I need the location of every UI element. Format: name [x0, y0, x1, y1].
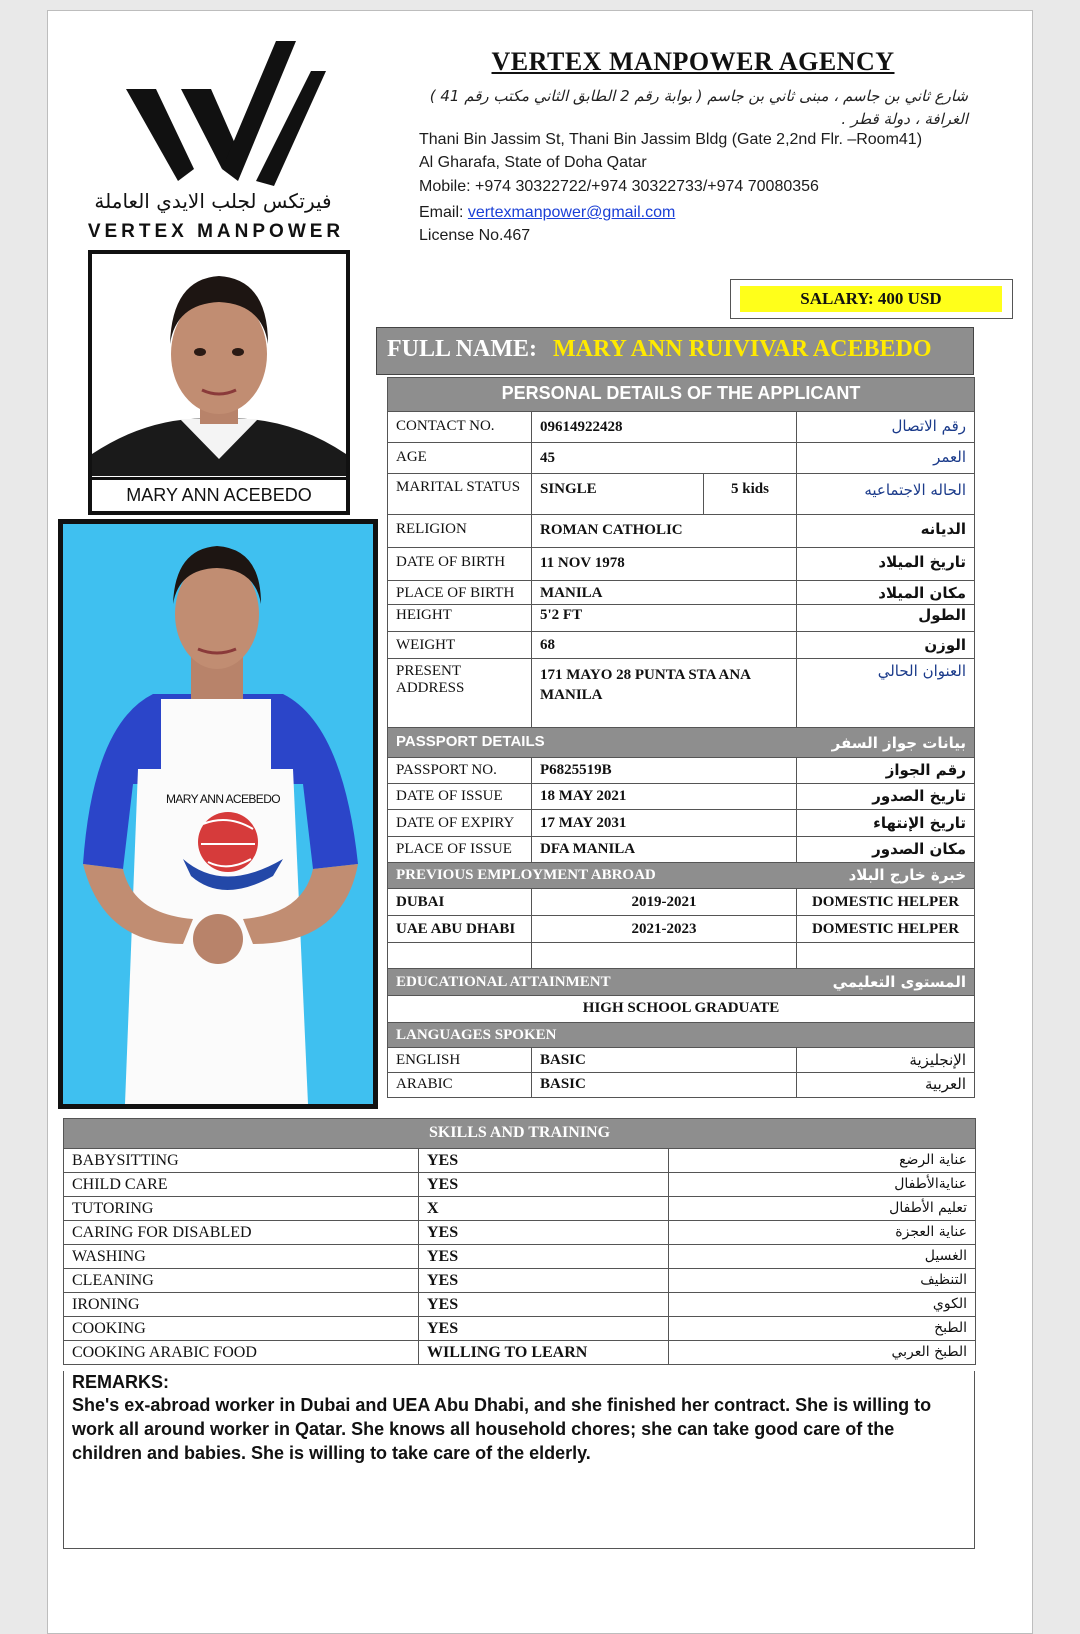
- table-row: [64, 1341, 976, 1365]
- table-row: [388, 581, 975, 605]
- skill-label: CARING FOR DISABLED: [64, 1221, 419, 1245]
- skill-label: COOKING: [64, 1317, 419, 1341]
- row-label: PLACE OF BIRTH: [388, 581, 532, 605]
- skill-value: YES: [419, 1245, 669, 1269]
- table-row: [64, 1245, 976, 1269]
- table-row: [388, 632, 975, 659]
- row-label-arabic: تاريخ الصدور: [797, 784, 975, 810]
- table-row: [388, 412, 975, 443]
- skill-value: YES: [419, 1173, 669, 1197]
- kids-value: 5 kids: [704, 474, 797, 515]
- mobile-numbers: Mobile: +974 30322722/+974 30322733/+974 70080356: [419, 178, 819, 195]
- age-value: 45: [532, 443, 797, 474]
- portrait-illustration: [92, 254, 346, 476]
- table-row: [388, 758, 975, 784]
- employment-country: DUBAI: [388, 889, 532, 916]
- email-line: [419, 204, 675, 222]
- contact-number-value: 09614922428: [532, 412, 797, 443]
- employment-country: UAE ABU DHABI: [388, 916, 532, 943]
- education-heading-arabic: المستوى التعليمي: [797, 969, 975, 996]
- skill-label-arabic: التنظيف: [669, 1269, 976, 1293]
- date-of-issue-value: 18 MAY 2021: [532, 784, 797, 810]
- height-value: 5'2 FT: [532, 605, 797, 632]
- skill-label-arabic: الكوي: [669, 1293, 976, 1317]
- table-row: [388, 474, 975, 515]
- address-arabic-line-1: شارع ثاني بن جاسم ، مبنى ثاني بن جاسم ( بوابة رقم 2 الطابق الثاني مكتب رقم 41 ): [429, 87, 968, 105]
- row-label-arabic: مكان الميلاد: [797, 581, 975, 605]
- skill-label-arabic: تعليم الأطفال: [669, 1197, 976, 1221]
- education-heading: EDUCATIONAL ATTAINMENT: [388, 969, 797, 996]
- salary-box: [730, 279, 1013, 319]
- skill-value: WILLING TO LEARN: [419, 1341, 669, 1365]
- row-label-arabic: الطول: [797, 605, 975, 632]
- skills-heading: SKILLS AND TRAINING: [64, 1119, 976, 1149]
- row-label-arabic: تاريخ الإنتهاء: [797, 810, 975, 837]
- row-label: MARITAL STATUS: [388, 474, 532, 515]
- table-row: [64, 1317, 976, 1341]
- row-label: PLACE OF ISSUE: [388, 837, 532, 863]
- logo-arabic-text: فيرتكس لجلب الايدي العاملة: [94, 189, 332, 213]
- skill-label: CHILD CARE: [64, 1173, 419, 1197]
- email-link[interactable]: vertexmanpower@gmail.com: [467, 204, 676, 221]
- full-body-illustration: [63, 524, 373, 1104]
- skill-label: BABYSITTING: [64, 1149, 419, 1173]
- table-row: [388, 1073, 975, 1098]
- skill-value: YES: [419, 1149, 669, 1173]
- address-line-2: Al Gharafa, State of Doha Qatar: [419, 154, 647, 171]
- address-arabic: [418, 85, 968, 131]
- skill-label-arabic: الغسيل: [669, 1245, 976, 1269]
- skill-label-arabic: الطبخ: [669, 1317, 976, 1341]
- remarks-box: [63, 1371, 975, 1549]
- row-label: CONTACT NO.: [388, 412, 532, 443]
- personal-heading-row: [388, 378, 975, 412]
- religion-value: ROMAN CATHOLIC: [532, 515, 797, 548]
- email-label: Email:: [419, 204, 468, 221]
- place-of-issue-value: DFA MANILA: [532, 837, 797, 863]
- table-row: [388, 605, 975, 632]
- address-line-1: Thani Bin Jassim St, Thani Bin Jassim Bldg (Gate 2,2nd Flr. –Room41): [419, 131, 923, 148]
- row-label-arabic: تاريخ الميلاد: [797, 548, 975, 581]
- full-name-label: FULL NAME:: [387, 336, 537, 362]
- address-arabic-line-2: الغرافة ، دولة قطر .: [841, 110, 968, 128]
- table-row: [64, 1173, 976, 1197]
- place-of-birth-value: MANILA: [532, 581, 797, 605]
- languages-heading: LANGUAGES SPOKEN: [388, 1023, 975, 1048]
- personal-heading: PERSONAL DETAILS OF THE APPLICANT: [388, 378, 975, 412]
- skill-label-arabic: عناية العجزة: [669, 1221, 976, 1245]
- full-body-photo: [58, 519, 378, 1109]
- applicant-details-table: [387, 377, 975, 1098]
- empty-cell: [532, 943, 797, 969]
- row-label: RELIGION: [388, 515, 532, 548]
- employment-years: 2019-2021: [532, 889, 797, 916]
- employment-position: DOMESTIC HELPER: [797, 889, 975, 916]
- row-label: AGE: [388, 443, 532, 474]
- row-label-arabic: رقم الاتصال: [797, 412, 975, 443]
- full-name-bar: [376, 327, 974, 375]
- passport-heading-row: [388, 728, 975, 758]
- arabic-level-value: BASIC: [532, 1073, 797, 1098]
- date-of-expiry-value: 17 MAY 2031: [532, 810, 797, 837]
- table-row: [388, 548, 975, 581]
- skill-label-arabic: عناية الرضع: [669, 1149, 976, 1173]
- skills-table: [63, 1118, 976, 1365]
- table-row: [388, 443, 975, 474]
- table-row: [388, 1048, 975, 1073]
- table-row: [388, 889, 975, 916]
- table-row: [388, 996, 975, 1023]
- license-number: License No.467: [419, 227, 531, 244]
- row-label-arabic: العربية: [797, 1073, 975, 1098]
- table-row: [388, 837, 975, 863]
- passport-heading-arabic: بيانات جواز السفر: [797, 728, 975, 758]
- row-label: ENGLISH: [388, 1048, 532, 1073]
- skill-value: X: [419, 1197, 669, 1221]
- table-row: [64, 1293, 976, 1317]
- skill-label: CLEANING: [64, 1269, 419, 1293]
- empty-cell: [797, 943, 975, 969]
- skill-label-arabic: الطبخ العربي: [669, 1341, 976, 1365]
- row-label: PASSPORT NO.: [388, 758, 532, 784]
- table-row: [388, 515, 975, 548]
- row-label-arabic: الإنجليزية: [797, 1048, 975, 1073]
- languages-heading-row: [388, 1023, 975, 1048]
- table-row: [64, 1197, 976, 1221]
- table-row: [64, 1221, 976, 1245]
- logo-english-text: VERTEX MANPOWER: [87, 221, 345, 242]
- salary-value: SALARY: 400 USD: [740, 286, 1002, 312]
- employment-heading: PREVIOUS EMPLOYMENT ABROAD: [388, 863, 797, 889]
- row-label: HEIGHT: [388, 605, 532, 632]
- row-label-arabic: العنوان الحالي: [797, 659, 975, 728]
- marital-status-value: SINGLE: [532, 474, 704, 515]
- table-row: [388, 810, 975, 837]
- table-row: [64, 1149, 976, 1173]
- portrait-photo: [88, 250, 350, 515]
- skill-value: YES: [419, 1221, 669, 1245]
- empty-cell: [388, 943, 532, 969]
- skill-label: WASHING: [64, 1245, 419, 1269]
- table-row: [388, 916, 975, 943]
- agency-title: VERTEX MANPOWER AGENCY: [491, 47, 895, 76]
- employment-heading-arabic: خبرة خارج البلاد: [797, 863, 975, 889]
- row-label: DATE OF EXPIRY: [388, 810, 532, 837]
- skill-label: TUTORING: [64, 1197, 419, 1221]
- employment-position: DOMESTIC HELPER: [797, 916, 975, 943]
- remarks-heading: REMARKS:: [72, 1372, 169, 1392]
- english-level-value: BASIC: [532, 1048, 797, 1073]
- full-name-value: MARY ANN RUIVIVAR ACEBEDO: [553, 336, 932, 362]
- row-label: WEIGHT: [388, 632, 532, 659]
- vertex-logo-icon: [126, 41, 326, 186]
- passport-number-value: P6825519B: [532, 758, 797, 784]
- apron-name-label: MARY ANN ACEBEDO: [166, 792, 280, 806]
- row-label: ARABIC: [388, 1073, 532, 1098]
- row-label-arabic: الحاله الاجتماعيه: [797, 474, 975, 515]
- skill-label-arabic: عنايةالأطفال: [669, 1173, 976, 1197]
- row-label: DATE OF ISSUE: [388, 784, 532, 810]
- skill-value: YES: [419, 1293, 669, 1317]
- table-row: [64, 1269, 976, 1293]
- row-label: PRESENT ADDRESS: [388, 659, 532, 728]
- row-label-arabic: الوزن: [797, 632, 975, 659]
- employment-heading-row: [388, 863, 975, 889]
- employment-years: 2021-2023: [532, 916, 797, 943]
- portrait-name-label: MARY ANN ACEBEDO: [92, 477, 346, 511]
- skills-heading-row: [64, 1119, 976, 1149]
- row-label-arabic: رقم الجواز: [797, 758, 975, 784]
- passport-heading: PASSPORT DETAILS: [388, 728, 797, 758]
- skill-value: YES: [419, 1317, 669, 1341]
- skill-label: COOKING ARABIC FOOD: [64, 1341, 419, 1365]
- education-value: HIGH SCHOOL GRADUATE: [388, 996, 975, 1023]
- table-row: [388, 943, 975, 969]
- skill-label: IRONING: [64, 1293, 419, 1317]
- education-heading-row: [388, 969, 975, 996]
- table-row: [388, 659, 975, 728]
- skill-value: YES: [419, 1269, 669, 1293]
- remarks-text: She's ex-abroad worker in Dubai and UEA Abu Dhabi, and she finished her contract. She is willing to work all around worker in Qatar. She knows all household chores; she can take good care of the children and babies. She is willing to take care of the elderly.: [72, 1395, 932, 1463]
- weight-value: 68: [532, 632, 797, 659]
- row-label: DATE OF BIRTH: [388, 548, 532, 581]
- date-of-birth-value: 11 NOV 1978: [532, 548, 797, 581]
- row-label-arabic: مكان الصدور: [797, 837, 975, 863]
- table-row: [388, 784, 975, 810]
- row-label-arabic: العمر: [797, 443, 975, 474]
- cv-page: [47, 10, 1033, 1634]
- present-address-value: 171 MAYO 28 PUNTA STA ANA MANILA: [532, 659, 797, 728]
- row-label-arabic: الديانه: [797, 515, 975, 548]
